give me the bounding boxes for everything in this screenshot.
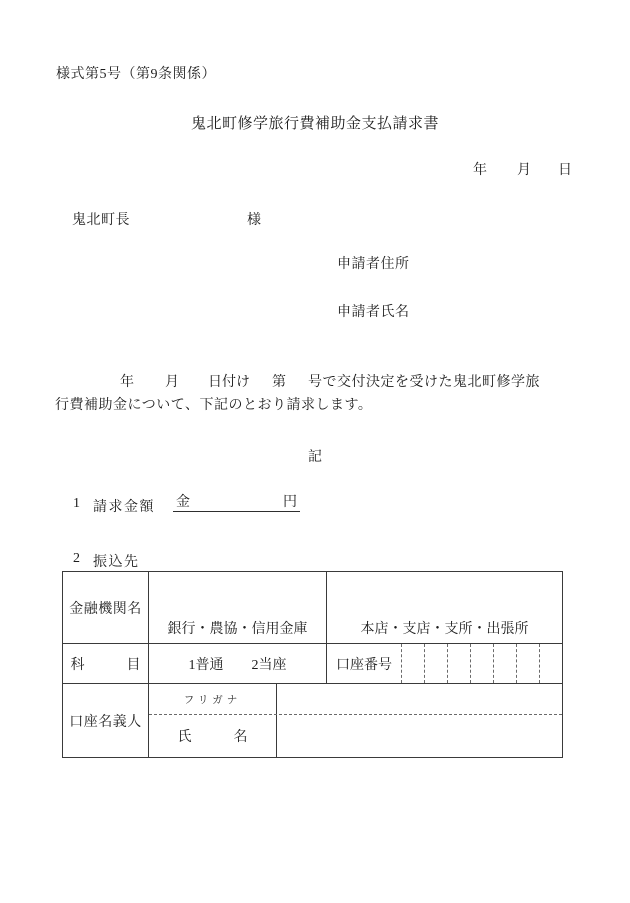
item1-label: 請求金額 (93, 500, 155, 515)
amount-suffix: 円 (283, 495, 297, 510)
subject-options-cell[interactable] (148, 644, 326, 683)
body-line1-text: 号で交付決定を受けた鬼北町修学旅 (308, 375, 540, 390)
applicant-address-label: 申請者住所 (337, 257, 410, 272)
amount-prefix: 金 (176, 495, 190, 510)
branch-types-label: 本店・支店・支所・出張所 (360, 622, 529, 637)
name-row (149, 714, 562, 757)
subject-label: 科 目 (70, 657, 141, 673)
furigana-input-cell[interactable] (277, 684, 562, 714)
account-number-cell[interactable] (470, 644, 493, 683)
item1-number: 1 (73, 496, 80, 511)
item2-label: 振込先 (93, 555, 140, 570)
record-mark: 記 (308, 450, 322, 465)
holder-name-input-cell[interactable] (277, 715, 562, 757)
account-number-cell-group (326, 644, 562, 683)
account-number-cell[interactable] (539, 644, 562, 683)
furigana-row (149, 684, 562, 714)
body-number-prefix: 第 (272, 375, 286, 390)
account-number-cell[interactable] (424, 644, 447, 683)
date-year-label: 年 (473, 163, 487, 178)
table-row-financial-institution (63, 572, 562, 643)
bank-types-label: 銀行・農協・信用金庫 (167, 622, 308, 637)
bank-name-input-cell[interactable] (148, 572, 326, 643)
addressee-name: 鬼北町長 (72, 213, 130, 228)
table-row-account-type (63, 643, 562, 683)
account-number-cell[interactable] (447, 644, 470, 683)
account-number-cell[interactable] (493, 644, 516, 683)
account-number-cells (401, 644, 562, 683)
branch-name-input-cell[interactable] (326, 572, 562, 643)
financial-institution-label: 金融機関名 (69, 601, 142, 617)
date-month-label: 月 (517, 163, 531, 178)
document-title: 鬼北町修学旅行費補助金支払請求書 (190, 116, 439, 132)
body-year-label: 年 (120, 375, 134, 390)
item2-number: 2 (73, 551, 80, 566)
transfer-table (62, 571, 563, 758)
account-number-label: 口座番号 (336, 657, 392, 673)
body-month-label: 月 (165, 375, 179, 390)
subject-options-label: 1普通 2当座 (188, 657, 287, 673)
holder-name-label: 氏 名 (149, 715, 277, 757)
applicant-name-label: 申請者氏名 (337, 305, 410, 320)
form-number: 様式第5号（第9条関係） (56, 67, 216, 82)
furigana-label: フリガナ (149, 684, 277, 714)
amount-input-field[interactable] (173, 495, 300, 512)
date-day-label: 日 (558, 163, 572, 178)
body-day-suffix: 日付け (208, 375, 250, 390)
account-holder-fields (148, 684, 562, 757)
body-line2-text: 行費補助金について、下記のとおり請求します。 (55, 398, 373, 413)
account-holder-label: 口座名義人 (69, 714, 142, 730)
account-number-cell[interactable] (401, 644, 424, 683)
account-number-cell[interactable] (516, 644, 539, 683)
table-row-account-holder (63, 683, 562, 757)
addressee-honorific: 様 (247, 213, 261, 228)
